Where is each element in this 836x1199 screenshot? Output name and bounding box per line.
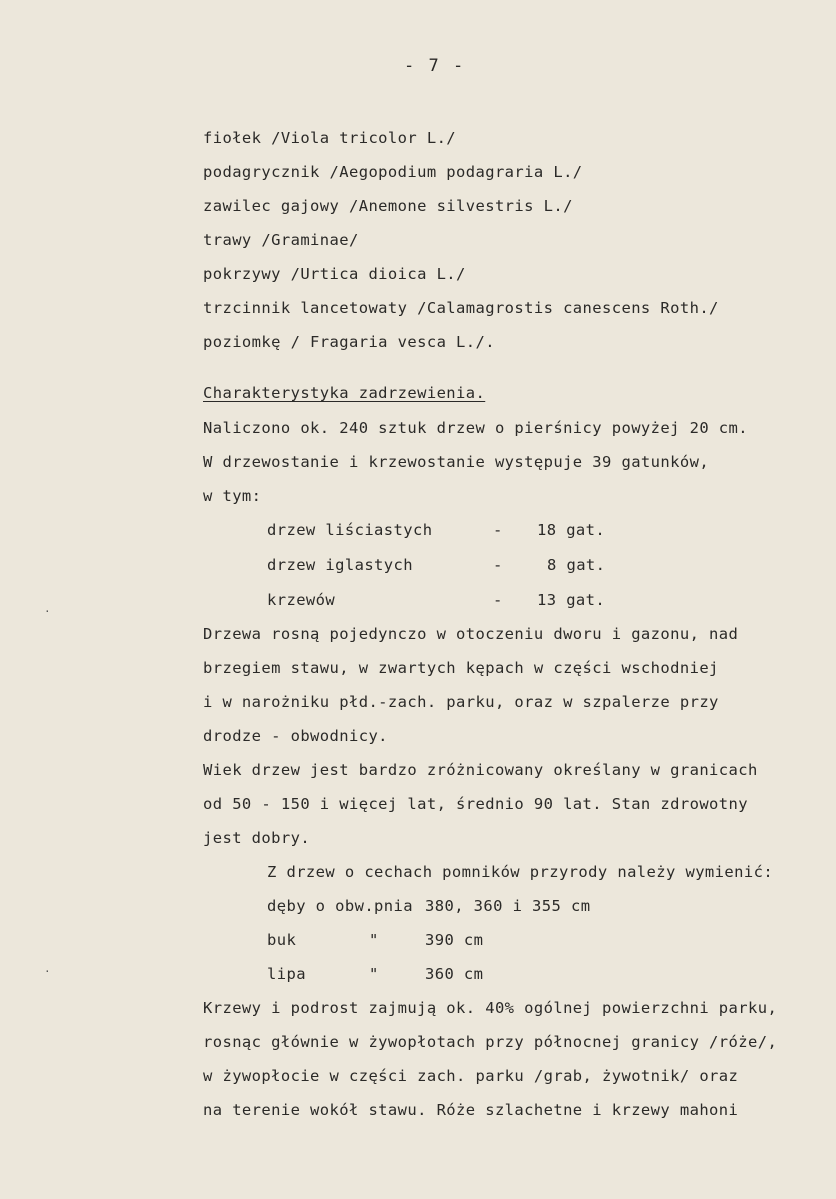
monument-value: 360 cm xyxy=(425,965,484,983)
text-line: drodze - obwodnicy. xyxy=(203,727,388,745)
monument-name: dęby o obw.pnia xyxy=(267,897,413,915)
monument-value: 390 cm xyxy=(425,931,484,949)
species-label: krzewów xyxy=(267,591,336,609)
plant-line: podagrycznik /Aegopodium podagraria L./ xyxy=(203,163,583,181)
species-value: 8 gat. xyxy=(547,556,606,574)
monument-name: lipa xyxy=(267,965,306,983)
species-dash: - xyxy=(493,556,503,574)
ditto-mark: " xyxy=(369,965,379,983)
page-number: - 7 - xyxy=(404,56,466,76)
text-line: i w narożniku płd.-zach. parku, oraz w szpalerze przy xyxy=(203,693,719,711)
text-line: brzegiem stawu, w zwartych kępach w części wschodniej xyxy=(203,659,719,677)
text-line: od 50 - 150 i więcej lat, średnio 90 lat. Stan zdrowotny xyxy=(203,795,748,813)
plant-line: pokrzywy /Urtica dioica L./ xyxy=(203,265,466,283)
text-line: Krzewy i podrost zajmują ok. 40% ogólnej powierzchni parku, xyxy=(203,999,778,1017)
plant-line: poziomkę / Fragaria vesca L./. xyxy=(203,333,495,351)
section-heading: Charakterystyka zadrzewienia. xyxy=(203,384,486,402)
text-line: w żywopłocie w części zach. parku /grab, żywotnik/ oraz xyxy=(203,1067,739,1085)
species-dash: - xyxy=(493,591,503,609)
text-line: Drzewa rosną pojedynczo w otoczeniu dworu i gazonu, nad xyxy=(203,625,739,643)
margin-speck: · xyxy=(44,605,51,618)
species-value: 13 gat. xyxy=(537,591,606,609)
text-line: Naliczono ok. 240 sztuk drzew o pierśnicy powyżej 20 cm. xyxy=(203,419,748,437)
species-label: drzew liściastych xyxy=(267,521,433,539)
margin-speck: · xyxy=(44,965,51,978)
monument-value: 380, 360 i 355 cm xyxy=(425,897,591,915)
text-line: jest dobry. xyxy=(203,829,311,847)
ditto-mark: " xyxy=(369,931,379,949)
monuments-intro: Z drzew o cechach pomników przyrody należy wymienić: xyxy=(267,863,774,881)
plant-line: trawy /Graminae/ xyxy=(203,231,359,249)
species-value: 18 gat. xyxy=(537,521,606,539)
monument-name: buk xyxy=(267,931,297,949)
plant-line: trzcinnik lancetowaty /Calamagrostis canescens Roth./ xyxy=(203,299,719,317)
plant-line: zawilec gajowy /Anemone silvestris L./ xyxy=(203,197,573,215)
text-line: rosnąc głównie w żywopłotach przy północnej granicy /róże/, xyxy=(203,1033,778,1051)
text-line: na terenie wokół stawu. Róże szlachetne i krzewy mahoni xyxy=(203,1101,739,1119)
text-line: w tym: xyxy=(203,487,262,505)
plant-line: fiołek /Viola tricolor L./ xyxy=(203,129,457,147)
species-dash: - xyxy=(493,521,503,539)
text-line: W drzewostanie i krzewostanie występuje 39 gatunków, xyxy=(203,453,710,471)
text-line: Wiek drzew jest bardzo zróżnicowany określany w granicach xyxy=(203,761,758,779)
species-label: drzew iglastych xyxy=(267,556,413,574)
